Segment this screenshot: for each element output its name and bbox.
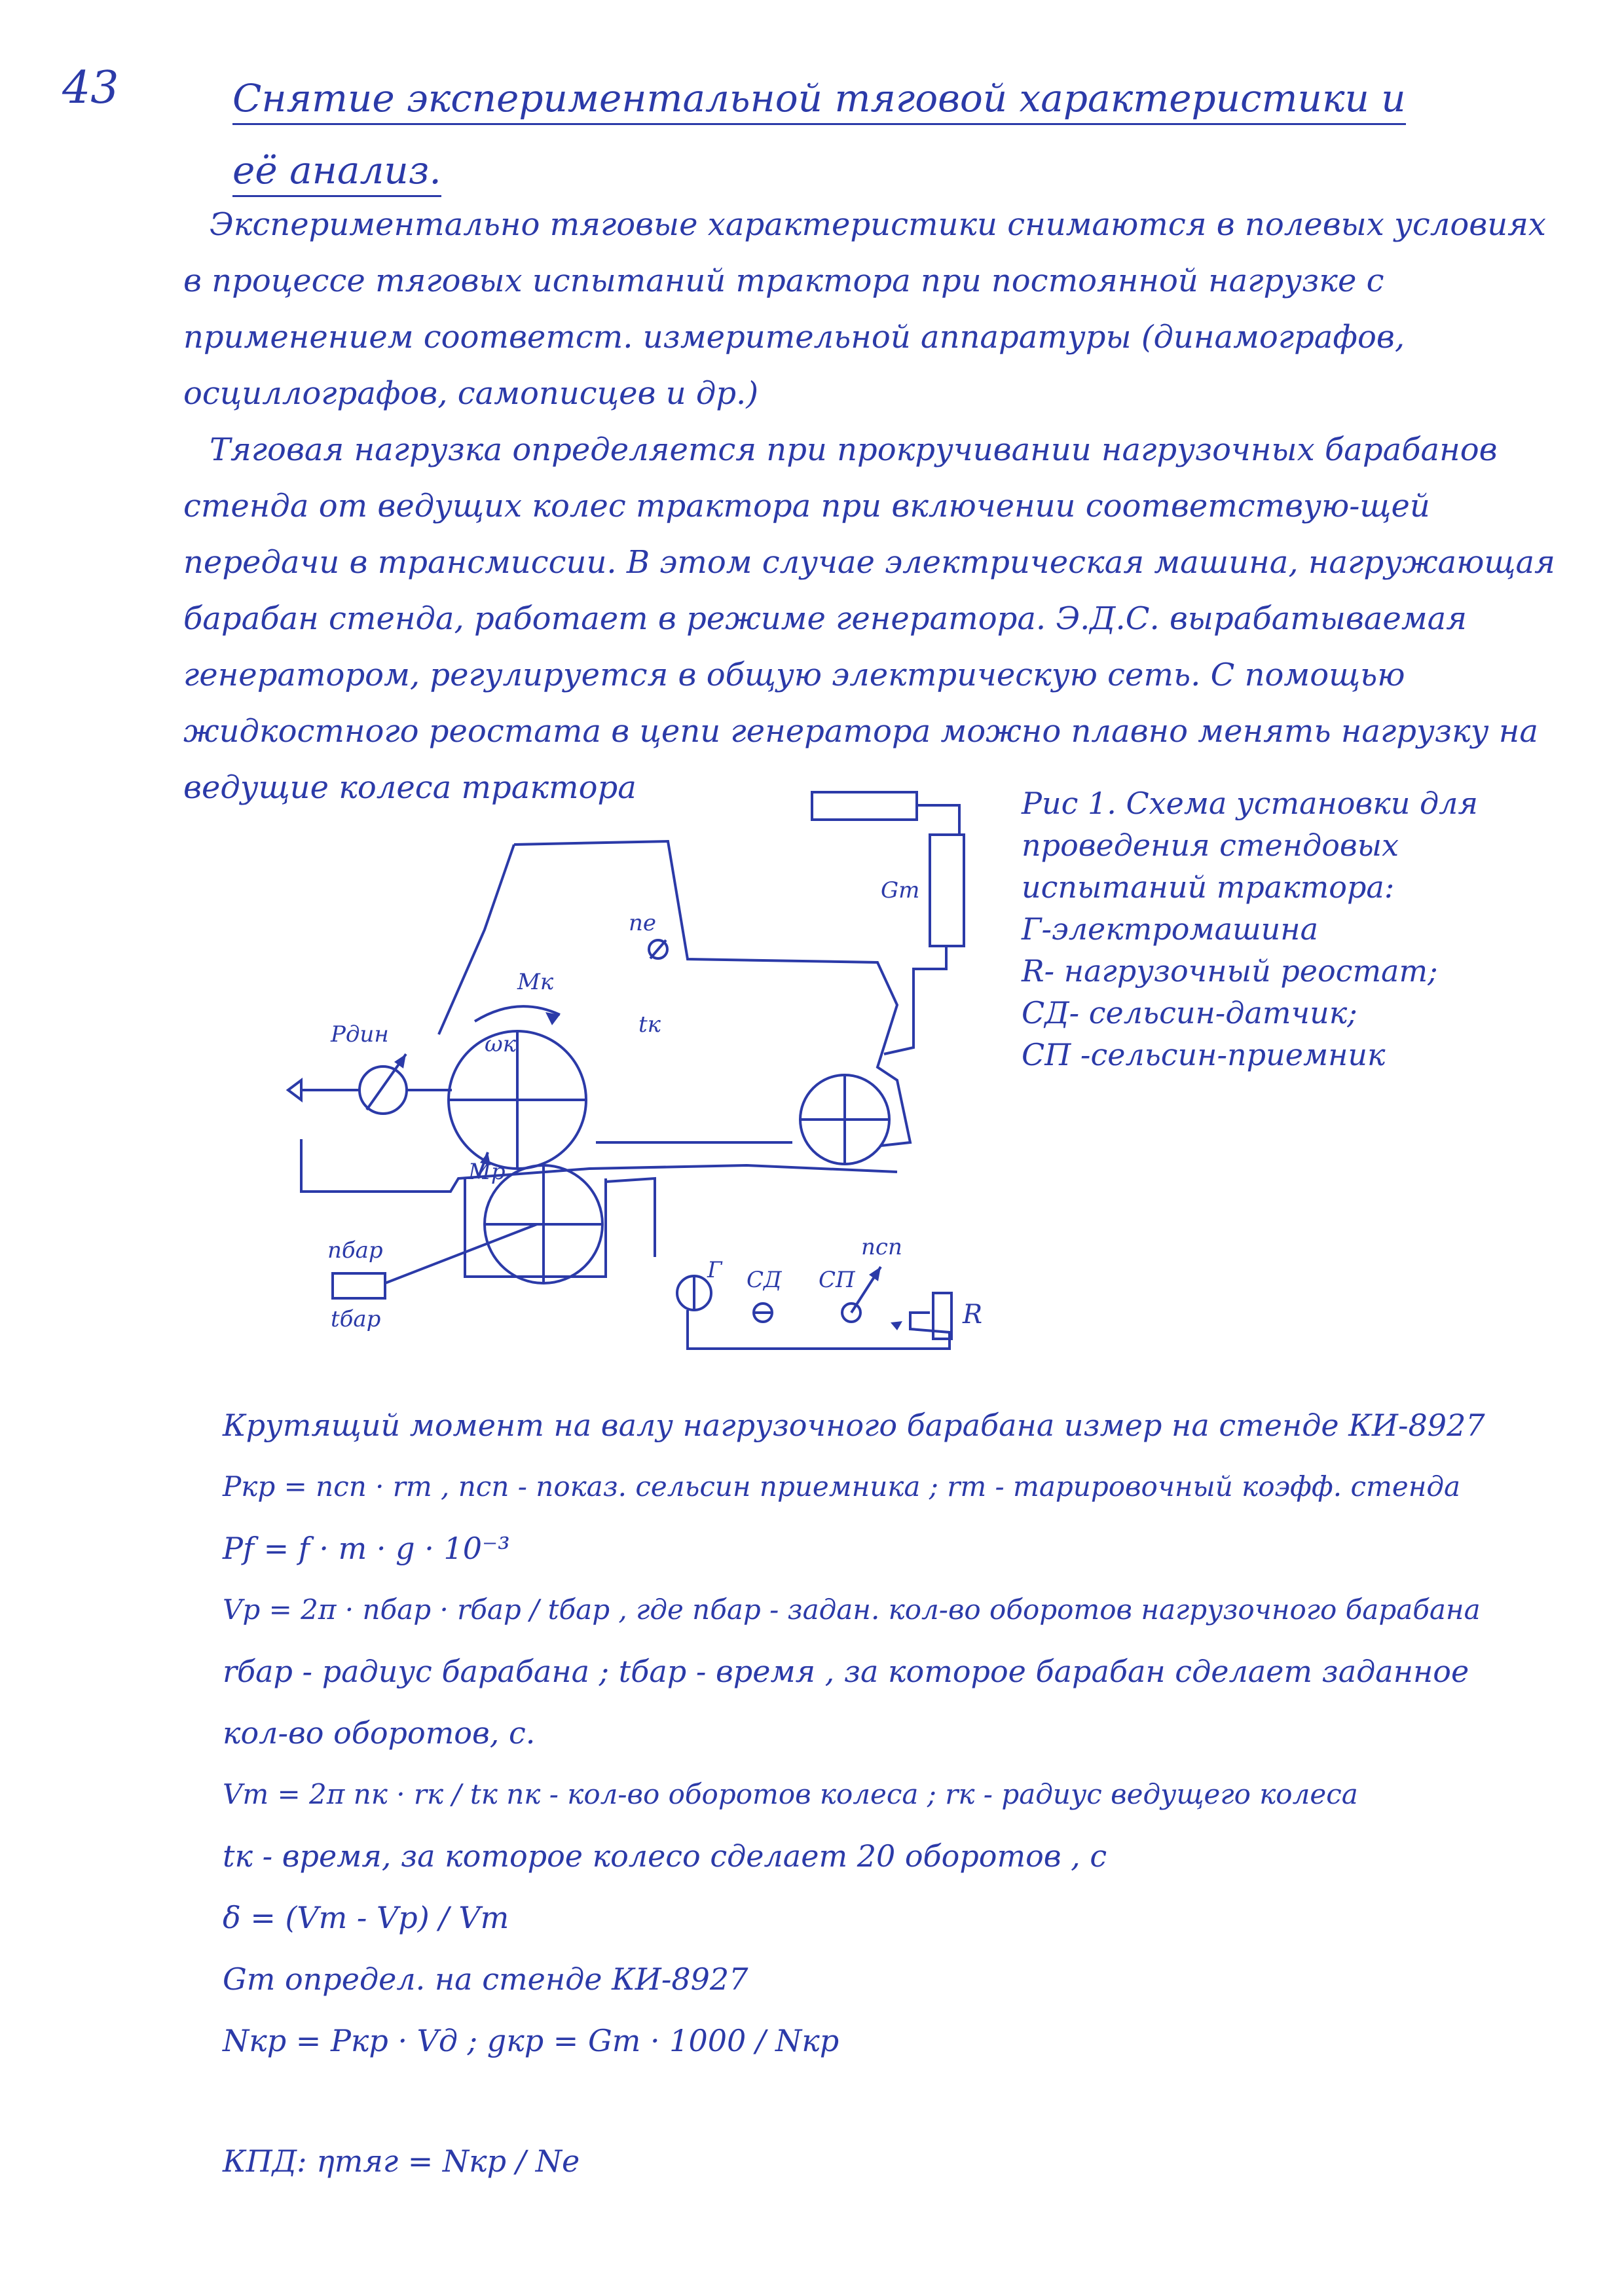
formula-block [223,1394,1598,2192]
label-engine-rpm: nе [629,910,657,936]
ground-line [301,1139,897,1192]
label-generator: Г [707,1257,722,1283]
page-number: 43 [62,62,119,114]
formula-line: δ = (Vт - Vр) / Vт [223,1900,509,1935]
dynamometer-gauge [360,1066,407,1114]
label-wheel-torque: Мк [517,969,554,995]
label-wheel-speed: ωк [485,1031,517,1057]
drum-pit [465,1178,606,1277]
label-drum-torque: Мр [468,1159,506,1185]
fuel-tank [812,792,917,820]
formula-line: Vт = 2π nк · rк / tк nк - кол-во оборотов колеса ; rк - радиус ведущего колеса [223,1778,1358,1810]
formula-line: Gт определ. на стенде КИ-8927 [223,1961,748,1997]
fuel-gauge [930,835,964,946]
formula-line: tк - время, за которое колесо сделает 20 оборотов , с [223,1838,1107,1874]
label-receiver: СП [819,1267,855,1293]
title-text: Снятие экспериментальной тяговой характеристики и её анализ. [232,76,1406,197]
caption-line: проведения стендовых [1022,828,1399,863]
label-wheel-time: tк [638,1011,661,1038]
caption-line: Г-электромашина [1022,911,1318,947]
caption-line: Рис 1. Схема установки для [1022,786,1478,821]
formula-line: Рf = f · m · g · 10⁻³ [223,1531,510,1566]
formula-line: Крутящий момент на валу нагрузочного барабана измер на стенде КИ-8927 [223,1408,1485,1443]
caption-line: СП -сельсин-приемник [1022,1037,1386,1072]
formula-line: rбар - радиус барабана ; tбар - время , за которое барабан сделает заданное [223,1654,1469,1689]
circuit-wiring [688,1310,950,1349]
fuel-feed [884,946,946,1054]
caption-line: испытаний трактора: [1022,869,1395,905]
fuel-line [917,805,959,835]
formula-line: Vр = 2π · nбар · rбар / tбар , где nбар - задан. кол-во оборотов нагрузочного барабана [223,1594,1481,1626]
paragraph-1: Экспериментально тяговые характеристики снимаются в полевых условиях в процессе тяговых испытаний трактора при постоянной нагрузке с применением соответст. измерительной аппаратуры (динамографов, осциллографов, самописцев и др.) [183,206,1546,412]
drum-counter [333,1273,385,1298]
paragraph-2: Тяговая нагрузка определяется при прокручивании нагрузочных барабанов стенда от ведущих колес трактора при включении соответствую-щей передачи в трансмиссии. В этом случае электрическая машина, нагружающая барабан стенда, работает в режиме генератора. Э.Д.С. вырабатываемая генератором, регулируется в общую электрическую сеть. С помощью жидкостного реостата в цепи генератора можно плавно менять нагрузку на ведущие колеса трактора [183,431,1555,806]
cab-front [439,845,514,1034]
formula-line: кол-во оборотов, с. [223,1715,536,1751]
label-dynamometer: Рдин [331,1021,389,1048]
label-sensor: СД [747,1267,782,1293]
label-rheostat: R [963,1300,983,1330]
figure-caption [1022,782,1493,1076]
caption-line: R- нагрузочный реостат; [1022,953,1438,989]
label-drum-time: tбар [331,1306,381,1332]
label-receiver-reading: nсп [861,1234,902,1260]
formula-line: Nкр = Ркр · Vд ; gкр = Gт · 1000 / Nкр [223,2023,840,2058]
label-drum-revs: nбар [327,1237,383,1264]
formula-line: КПД: ηтяг = Nкр / Ne [223,2143,580,2179]
label-fuel-tank: Gт [881,877,920,903]
formula-line: Ркр = nсп · rт , nсп - показ. сельсин приемника ; rт - тарировочный коэфф. стенда [223,1470,1461,1503]
hitch-anchor [288,1080,301,1100]
caption-line: СД- сельсин-датчик; [1022,995,1357,1030]
